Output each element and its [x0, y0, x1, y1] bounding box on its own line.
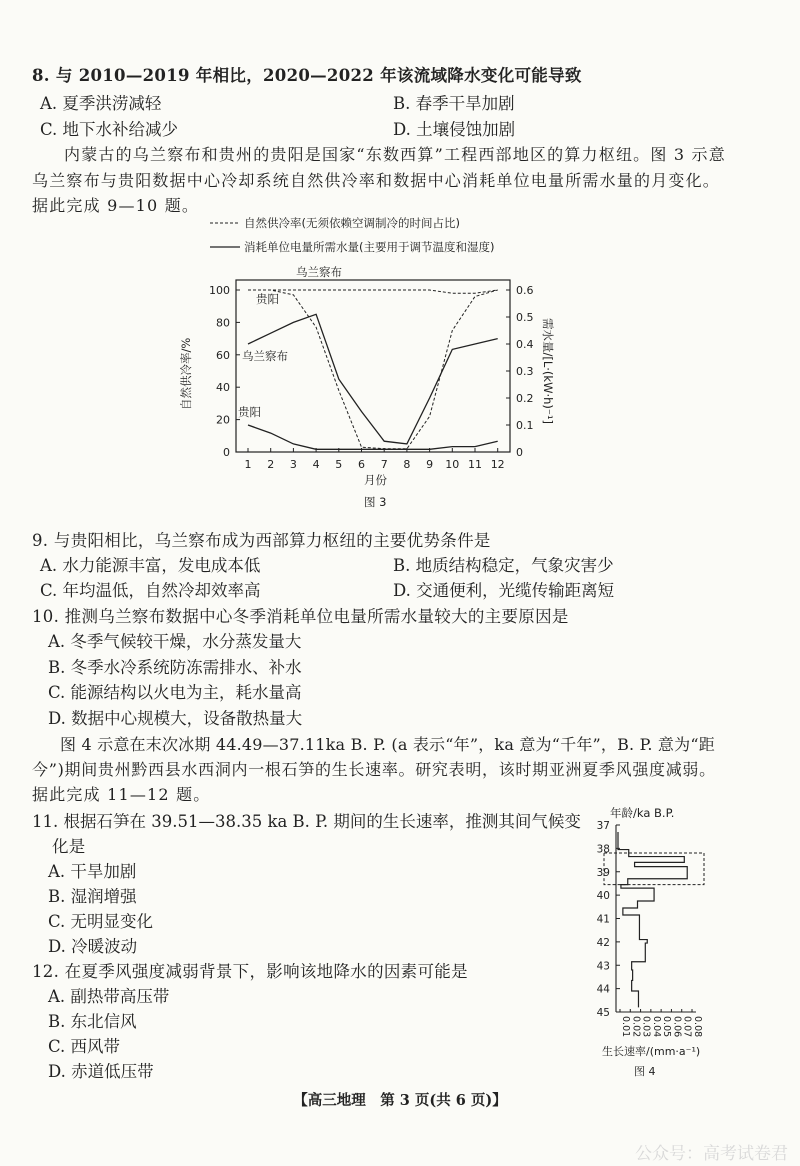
right-tick-label: 0.6: [516, 284, 534, 297]
q11-option-a: A. 干旱加剧: [48, 862, 137, 881]
rate-tick-label: 0.07: [681, 1016, 693, 1038]
x-tick-label: 6: [358, 458, 365, 471]
rate-tick-label: 0.06: [671, 1016, 683, 1038]
right-tick-label: 0: [516, 446, 523, 459]
q10-option-c: C. 能源结构以火电为主，耗水量高: [48, 683, 302, 702]
q8-option-a: A. 夏季洪涝减轻: [40, 94, 162, 113]
left-tick-label: 60: [216, 348, 230, 362]
q10-option-a: A. 冬季气候较干燥，水分蒸发量大: [48, 632, 302, 651]
q11-option-c: C. 无明显变化: [48, 912, 154, 931]
x-tick-label: 11: [468, 458, 482, 471]
q11-option-d: D. 冷暖波动: [48, 937, 138, 956]
age-tick-label: 41: [596, 913, 610, 926]
series-line: [248, 290, 498, 449]
age-tick-label: 38: [596, 843, 610, 856]
age-tick-label: 43: [596, 960, 610, 973]
age-tick-label: 39: [596, 866, 610, 879]
x-tick-label: 3: [289, 458, 297, 471]
q12-option-c: C. 西风带: [48, 1037, 121, 1056]
q9-stem: 9. 与贵阳相比，乌兰察布成为西部算力枢纽的主要优势条件是: [32, 531, 491, 550]
q8-option-b: B. 春季干旱加剧: [393, 94, 515, 113]
q12-option-d: D. 赤道低压带: [48, 1062, 154, 1081]
age-tick-label: 44: [596, 983, 610, 996]
right-tick-label: 0.1: [516, 419, 534, 432]
intro-9-10-line3: 据此完成 9—10 题。: [32, 196, 200, 215]
figure-3-ticks: [209, 284, 534, 471]
figure-3-caption: 图 3: [364, 495, 387, 509]
intro-9-10-line2: 乌兰察布与贵阳数据中心冷却系统自然供冷率和数据中心消耗单位电量所需水量的月变化。: [32, 171, 721, 190]
x-tick-label: 9: [426, 458, 434, 471]
figure-4-chart: [570, 805, 740, 1080]
q10-stem: 10. 推测乌兰察布数据中心冬季消耗单位电量所需水量较大的主要原因是: [32, 607, 569, 626]
x-tick-label: 8: [403, 458, 411, 471]
q12-option-a: A. 副热带高压带: [48, 987, 170, 1006]
q12-stem: 12. 在夏季风强度减弱背景下，影响该地降水的因素可能是: [32, 962, 468, 981]
intro-9-10-line1: 内蒙古的乌兰察布和贵州的贵阳是国家“东数西算”工程西部地区的算力枢纽。图 3 示意: [64, 145, 726, 164]
right-tick-label: 0.3: [516, 365, 534, 378]
q10-option-b: B. 冬季水冷系统防冻需排水、补水: [48, 658, 302, 677]
figure-4-caption: 图 4: [634, 1065, 656, 1078]
left-tick-label: 80: [216, 316, 230, 330]
series-line: [248, 425, 498, 449]
x-tick-label: 7: [380, 458, 388, 471]
q9-option-a: A. 水力能源丰富，发电成本低: [40, 556, 261, 575]
figure-4-y-label: 年龄/ka B.P.: [610, 806, 675, 820]
label-wlcb-mid: 乌兰察布: [242, 349, 288, 363]
legend-solid-text: 消耗单位电量所需水量(主要用于调节温度和湿度): [244, 240, 495, 254]
rate-tick-label: 0.03: [640, 1016, 652, 1038]
q10-option-d: D. 数据中心规模大，设备散热量大: [48, 709, 303, 728]
rate-tick-label: 0.02: [630, 1016, 642, 1038]
age-tick-label: 42: [596, 936, 610, 949]
q12-option-b: B. 东北信风: [48, 1012, 137, 1031]
figure-4-series: [604, 832, 704, 1007]
rate-tick-label: 0.08: [692, 1016, 703, 1038]
legend-dashed-text: 自然供冷率(无须依赖空调制冷的时间占比): [244, 216, 460, 230]
right-tick-label: 0.2: [516, 392, 534, 405]
x-tick-label: 2: [267, 458, 275, 471]
growth-rate-line: [618, 832, 687, 1007]
q11-option-b: B. 湿润增强: [48, 887, 137, 906]
label-wlcb-top: 乌兰察布: [296, 265, 342, 279]
series-line: [248, 314, 498, 444]
q11-stem-line2: 化是: [52, 837, 86, 856]
figure-4-x-label: 生长速率/(mm·a⁻¹): [602, 1045, 701, 1058]
highlight-dashed-box: [604, 853, 704, 885]
watermark: 公众号：高考试卷君: [635, 1144, 788, 1164]
q11-stem-line1: 11. 根据石笋在 39.51—38.35 ka B. P. 期间的生长速率，推测其间气候变: [32, 812, 581, 831]
x-tick-label: 4: [312, 458, 320, 471]
q9-option-b: B. 地质结构稳定，气象灾害少: [393, 556, 614, 575]
right-axis-label: 需水量/[L·(kW·h)⁻¹]: [541, 318, 555, 425]
q8-stem: 8. 与 2010—2019 年相比，2020—2022 年该流域降水变化可能导致: [32, 66, 582, 85]
age-tick-label: 40: [596, 890, 610, 903]
left-axis-label: 自然供冷率/%: [179, 337, 193, 410]
x-tick-label: 12: [490, 458, 505, 471]
left-tick-label: 100: [209, 284, 230, 297]
right-tick-label: 0.5: [516, 311, 534, 324]
left-tick-label: 0: [223, 446, 230, 459]
left-tick-label: 40: [216, 381, 230, 395]
figure-3-chart: [170, 210, 570, 510]
label-gy-top: 贵阳: [256, 292, 279, 306]
page-footer: 【高三地理 第 3 页(共 6 页)】: [293, 1092, 507, 1109]
x-tick-label: 1: [244, 458, 252, 471]
intro-11-12-line3: 据此完成 11—12 题。: [32, 785, 211, 804]
age-tick-label: 37: [596, 820, 610, 832]
x-tick-label: 5: [335, 458, 343, 471]
x-tick-label: 10: [445, 458, 460, 471]
q9-option-c: C. 年均温低，自然冷却效率高: [40, 581, 261, 600]
right-tick-label: 0.4: [516, 338, 534, 351]
rate-tick-label: 0.05: [661, 1016, 673, 1038]
rate-tick-label: 0.04: [650, 1016, 662, 1038]
age-tick-label: 45: [596, 1007, 610, 1019]
rate-tick-label: 0.01: [620, 1016, 631, 1038]
label-gy-low: 贵阳: [238, 405, 261, 419]
left-tick-label: 20: [216, 413, 230, 427]
intro-11-12-line2: 今”)期间贵州黔西县水西洞内一根石笋的生长速率。研究表明，该时期亚洲夏季风强度减弱。: [32, 760, 716, 779]
intro-11-12-line1: 图 4 示意在末次冰期 44.49—37.11ka B. P. (a 表示“年”，ka 意为“千年”，B. P. 意为“距: [60, 735, 715, 754]
x-axis-label: 月份: [364, 473, 387, 487]
q8-option-c: C. 地下水补给减少: [40, 120, 179, 139]
figure-3-series: [248, 290, 498, 449]
q9-option-d: D. 交通便利，光缆传输距离短: [393, 581, 615, 600]
q8-option-d: D. 土壤侵蚀加剧: [393, 120, 516, 139]
